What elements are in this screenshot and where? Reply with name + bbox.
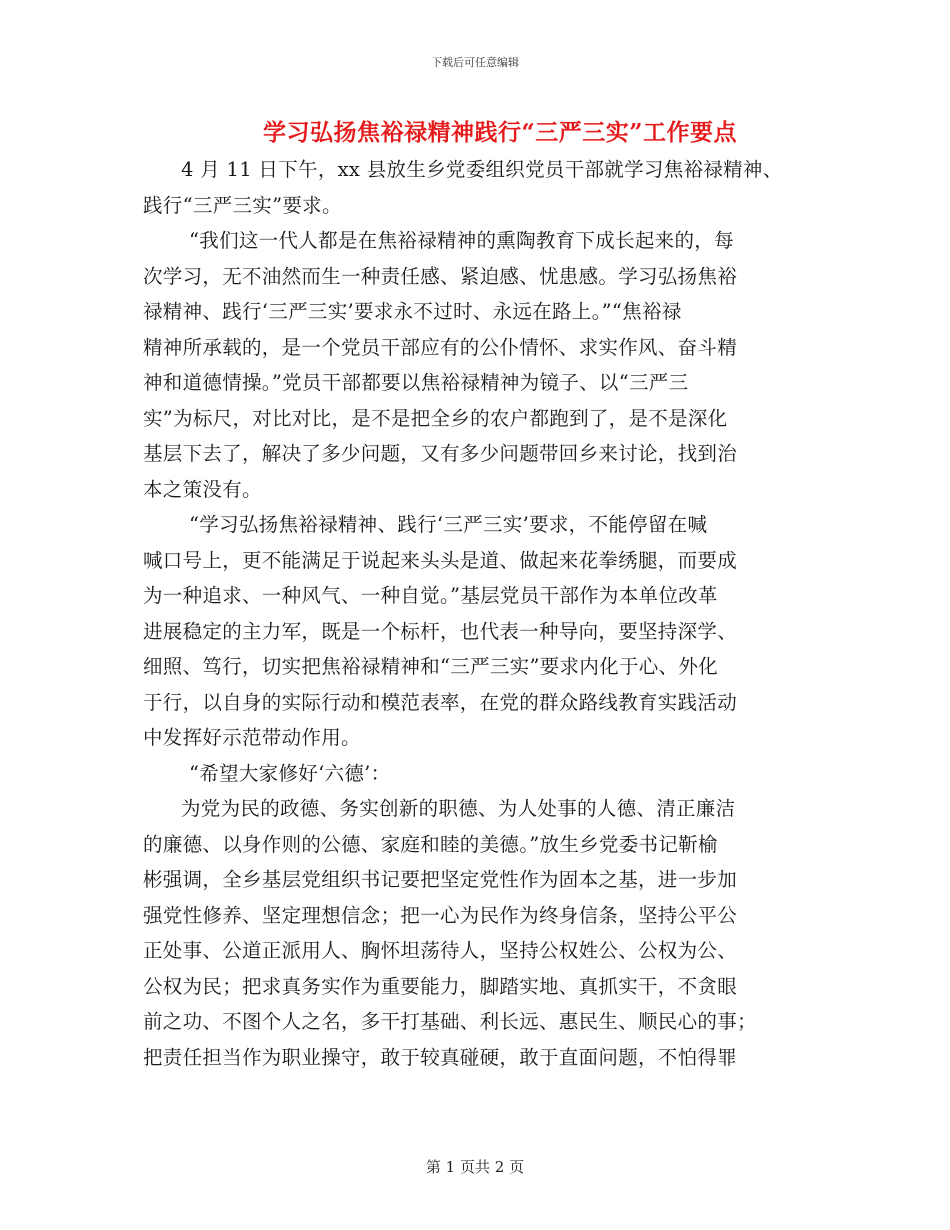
paragraph-line: 细照、笃行，切实把焦裕禄精神和“三严三实”要求内化于心、外化 xyxy=(143,655,718,678)
paragraph-line: 公权为民；把求真务实作为重要能力，脚踏实地、真抓实干，不贪眼 xyxy=(143,974,738,998)
paragraph-line: 践行“三严三实”要求。 xyxy=(143,193,342,217)
paragraph-line: 强党性修养、坚定理想信念；把一心为民作为终身信条，坚持公平公 xyxy=(143,903,738,927)
paragraph-line: 基层下去了，解决了多少问题，又有多少问题带回乡来讨论，找到治 xyxy=(143,442,738,465)
paragraph-line: 前之功、不图个人之名，多干打基础、利长远、惠民生、顺民心的事； xyxy=(143,1010,757,1033)
document-title: 学习弘扬焦裕禄精神践行“三严三实”工作要点 xyxy=(263,119,737,146)
paragraph-line: 于行，以自身的实际行动和模范表率，在党的群众路线教育实践活动 xyxy=(143,690,738,714)
paragraph-line: 喊口号上，更不能满足于说起来头头是道、做起来花拳绣腿，而要成 xyxy=(143,548,738,572)
paragraph-line: 4 月 11 日下午，xx 县放生乡党委组织党员干部就学习焦裕禄精神、 xyxy=(181,158,783,181)
paragraph-line: 为党为民的政德、务实创新的职德、为人处事的人德、清正廉洁 xyxy=(181,797,736,820)
paragraph-line: “学习弘扬焦裕禄精神、践行‘三严三实’要求，不能停留在喊 xyxy=(189,513,708,536)
paragraph-line: “希望大家修好‘六德’： xyxy=(189,761,391,785)
paragraph-line: 的廉德、以身作则的公德、家庭和睦的美德。”放生乡党委书记靳榆 xyxy=(143,832,718,856)
paragraph-line: 彬强调，全乡基层党组织书记要把坚定党性作为固本之基，进一步加 xyxy=(143,868,738,891)
page-footer: 第 1 页共 2 页 xyxy=(425,1158,525,1176)
paragraph-line: 正处事、公道正派用人、胸怀坦荡待人，坚持公权姓公、公权为公、 xyxy=(143,939,738,962)
paragraph-line: 进展稳定的主力军，既是一个标杆，也代表一种导向，要坚持深学、 xyxy=(143,619,738,643)
paragraph-line: 本之策没有。 xyxy=(143,477,262,501)
paragraph-line: 次学习，无不油然而生一种责任感、紧迫感、忧患感。学习弘扬焦裕 xyxy=(143,264,738,288)
header-note: 下载后可任意编辑 xyxy=(431,56,519,69)
paragraph-line: 禄精神、践行‘三严三实’要求永不过时、永远在路上。”“焦裕禄 xyxy=(143,300,682,323)
body-text xyxy=(143,152,823,1075)
paragraph-line: 精神所承载的，是一个党员干部应有的公仆情怀、求实作风、奋斗精 xyxy=(143,335,738,359)
paragraph-line: 实”为标尺，对比对比，是不是把全乡的农户都跑到了，是不是深化 xyxy=(143,406,728,430)
paragraph-line: 神和道德情操。”党员干部都要以焦裕禄精神为镜子、以“三严三 xyxy=(143,371,689,394)
paragraph-line: 把责任担当作为职业操守，敢于较真碰硬，敢于直面问题，不怕得罪 xyxy=(143,1045,738,1069)
paragraph-line: 中发挥好示范带动作用。 xyxy=(143,726,361,749)
paragraph-line: “我们这一代人都是在焦裕禄精神的熏陶教育下成长起来的，每 xyxy=(189,229,734,252)
paragraph-line: 为一种追求、一种风气、一种自觉。”基层党员干部作为本单位改革 xyxy=(143,584,718,607)
